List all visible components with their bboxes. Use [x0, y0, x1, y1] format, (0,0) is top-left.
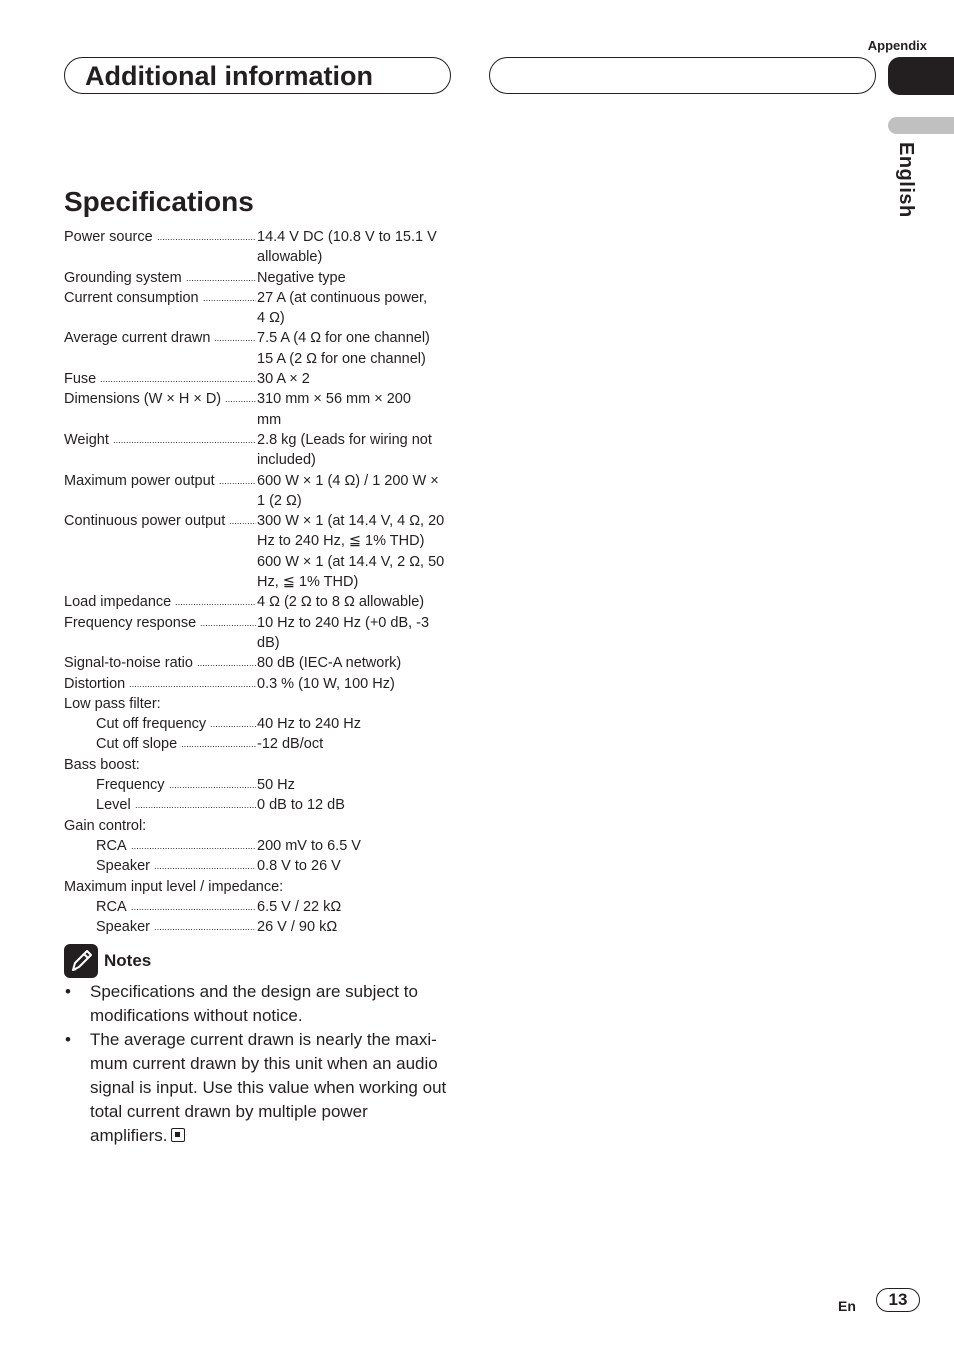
spec-label-text: Cut off slope: [96, 736, 178, 753]
spec-row: [64, 897, 454, 917]
spec-label-text: Continuous power output: [64, 513, 226, 530]
spec-value-line: 200 mV to 6.5 V: [257, 837, 361, 854]
dot-leader: [203, 288, 256, 302]
spec-value: [257, 511, 454, 592]
spec-label: [64, 288, 257, 329]
spec-label: [64, 268, 257, 288]
spec-label: [64, 328, 257, 369]
spec-label: [64, 369, 257, 389]
spec-label: [64, 714, 257, 734]
end-of-section-icon: [171, 1128, 185, 1142]
appendix-label: Appendix: [867, 38, 927, 53]
spec-value-line: 7.5 A (4 Ω for one channel): [257, 330, 430, 347]
spec-value-line: 600 W × 1 (4 Ω) / 1 200 W ×: [257, 472, 439, 489]
spec-value: [257, 471, 454, 512]
spec-label: [64, 471, 257, 512]
notes-list: [64, 980, 449, 1148]
spec-value: [257, 288, 454, 329]
spec-value: [257, 592, 454, 612]
specifications-title: Specifications: [64, 186, 254, 217]
spec-label: [64, 613, 257, 654]
spec-value: [257, 227, 454, 268]
page-number: 13: [876, 1288, 920, 1312]
spec-row: [64, 775, 454, 795]
spec-row: [64, 836, 454, 856]
note-text: Specifications and the design are subject to modifications without notice.: [90, 982, 418, 1025]
notes-title: Notes: [104, 951, 152, 970]
section-tab-marker: [888, 57, 954, 95]
dot-leader: [219, 471, 256, 485]
spec-value-line: 15 A (2 Ω for one channel): [257, 350, 426, 367]
spec-value-line: 300 W × 1 (at 14.4 V, 4 Ω, 20: [257, 513, 445, 530]
spec-row: [64, 288, 454, 329]
dot-leader: [175, 592, 256, 606]
spec-label-text: Fuse: [64, 371, 97, 388]
spec-group-heading: Bass boost:: [64, 756, 140, 773]
spec-value: [257, 389, 454, 430]
spec-label-text: Current consumption: [64, 289, 199, 306]
spec-row: [64, 430, 454, 471]
dot-leader: [181, 734, 256, 748]
language-code: En: [838, 1298, 856, 1314]
dot-leader: [154, 856, 256, 870]
spec-value: [257, 795, 454, 815]
dot-leader: [210, 714, 256, 728]
spec-value: [257, 836, 454, 856]
spec-value-line: allowable): [257, 249, 323, 266]
pencil-icon: [64, 944, 98, 978]
spec-row: [64, 856, 454, 876]
spec-label: [64, 227, 257, 268]
section-header-blank-box: [489, 57, 876, 94]
notes-header: [64, 944, 151, 978]
spec-label-text: Weight: [64, 431, 109, 448]
language-tab-marker: [888, 117, 954, 134]
spec-value-line: 0 dB to 12 dB: [257, 797, 345, 814]
spec-label: [64, 795, 257, 815]
spec-row: [64, 653, 454, 673]
spec-value-line: 14.4 V DC (10.8 V to 15.1 V: [257, 229, 437, 245]
spec-label: [64, 430, 257, 471]
spec-row: [64, 369, 454, 389]
spec-value-line: 1 (2 Ω): [257, 492, 302, 509]
spec-label: [64, 389, 257, 430]
spec-label-text: Dimensions (W × H × D): [64, 391, 222, 408]
dot-leader: [214, 328, 256, 342]
spec-value: [257, 856, 454, 876]
spec-value-line: Hz to 240 Hz, ≦ 1% THD): [257, 533, 425, 550]
spec-value-line: 26 V / 90 kΩ: [257, 919, 338, 936]
dot-leader: [113, 430, 256, 444]
spec-label-text: Frequency: [96, 777, 165, 794]
spec-value-line: 310 mm × 56 mm × 200: [257, 391, 411, 408]
spec-value: [257, 714, 454, 734]
spec-value-line: Negative type: [257, 269, 346, 286]
spec-value-line: 10 Hz to 240 Hz (+0 dB, -3: [257, 614, 430, 631]
dot-leader: [229, 511, 256, 525]
spec-group-heading: Gain control:: [64, 817, 147, 834]
spec-value-line: 30 A × 2: [257, 371, 310, 388]
dot-leader: [135, 795, 256, 809]
spec-label-text: Signal-to-noise ratio: [64, 655, 193, 672]
spec-value: [257, 430, 454, 471]
spec-value-line: mm: [257, 411, 282, 428]
dot-leader: [131, 897, 256, 911]
spec-label: [64, 917, 257, 937]
dot-leader: [157, 227, 256, 241]
spec-value-line: 4 Ω): [257, 310, 285, 327]
dot-leader: [186, 268, 256, 282]
spec-row: [64, 471, 454, 512]
spec-value-line: 80 dB (IEC-A network): [257, 655, 402, 672]
spec-value-line: Hz, ≦ 1% THD): [257, 574, 359, 591]
spec-value: [257, 268, 454, 288]
spec-group-heading: Maximum input level / impedance:: [64, 878, 284, 895]
spec-value: [257, 653, 454, 673]
spec-row: [64, 227, 454, 268]
dot-leader: [197, 653, 256, 667]
spec-label: [64, 856, 257, 876]
dot-leader: [131, 836, 256, 850]
spec-value: [257, 897, 454, 917]
spec-value-line: 600 W × 1 (at 14.4 V, 2 Ω, 50: [257, 553, 445, 570]
spec-value: [257, 613, 454, 654]
language-tab: English: [895, 142, 917, 218]
spec-label-text: Cut off frequency: [96, 716, 207, 733]
spec-row: [64, 714, 454, 734]
spec-value-line: 0.8 V to 26 V: [257, 858, 341, 875]
spec-label: [64, 836, 257, 856]
dot-leader: [200, 613, 256, 627]
spec-value-line: 40 Hz to 240 Hz: [257, 716, 361, 733]
spec-value-line: 0.3 % (10 W, 100 Hz): [257, 675, 395, 692]
spec-group-heading: Low pass filter:: [64, 695, 161, 712]
spec-label-text: Load impedance: [64, 594, 172, 611]
spec-value-line: 6.5 V / 22 kΩ: [257, 898, 342, 915]
spec-label: [64, 897, 257, 917]
spec-label: [64, 734, 257, 754]
specifications-list: [64, 227, 454, 937]
spec-label-text: Level: [96, 797, 131, 814]
spec-label: [64, 674, 257, 694]
spec-row: [64, 268, 454, 288]
spec-value: [257, 369, 454, 389]
spec-value: [257, 734, 454, 754]
dot-leader: [129, 674, 256, 688]
spec-label-text: Grounding system: [64, 269, 182, 286]
spec-value: [257, 674, 454, 694]
spec-value-line: included): [257, 452, 316, 469]
spec-label-text: Distortion: [64, 675, 126, 692]
spec-row: [64, 389, 454, 430]
note-item: [64, 1028, 449, 1148]
spec-label: [64, 511, 257, 592]
spec-label-text: Power source: [64, 229, 153, 245]
note-bullet: •: [65, 1030, 71, 1049]
spec-row: [64, 674, 454, 694]
spec-label-text: RCA: [96, 837, 127, 854]
note-item: [64, 980, 449, 1028]
spec-row: [64, 592, 454, 612]
spec-label-text: Maximum power output: [64, 472, 215, 489]
spec-value-line: 27 A (at continuous power,: [257, 289, 428, 306]
spec-row: [64, 511, 454, 592]
spec-value-line: 2.8 kg (Leads for wiring not: [257, 431, 432, 448]
spec-row: [64, 795, 454, 815]
section-title: Additional information: [85, 61, 373, 91]
dot-leader: [100, 369, 256, 383]
spec-label: [64, 775, 257, 795]
dot-leader: [154, 917, 256, 931]
spec-value-line: 50 Hz: [257, 777, 295, 794]
spec-value: [257, 917, 454, 937]
spec-label-text: Speaker: [96, 919, 151, 936]
spec-value-line: 4 Ω (2 Ω to 8 Ω allowable): [257, 594, 425, 611]
spec-label-text: RCA: [96, 898, 127, 915]
spec-value-line: dB): [257, 634, 280, 651]
spec-row: [64, 734, 454, 754]
spec-label-text: Speaker: [96, 858, 151, 875]
spec-row: [64, 613, 454, 654]
spec-row: [64, 917, 454, 937]
spec-label-text: Frequency response: [64, 614, 197, 631]
spec-value: [257, 775, 454, 795]
spec-label-text: Average current drawn: [64, 330, 211, 347]
dot-leader: [225, 389, 256, 403]
dot-leader: [169, 775, 256, 789]
spec-row: [64, 328, 454, 369]
note-text: The average current drawn is nearly the maxi- mum current drawn by this unit when an audio signal is input. Use this value when working out total current drawn by multiple power amplifiers.: [90, 1030, 447, 1145]
section-header-box: [64, 57, 451, 94]
spec-label: [64, 592, 257, 612]
spec-value-line: -12 dB/oct: [257, 736, 324, 753]
spec-value: [257, 328, 454, 369]
spec-label: [64, 653, 257, 673]
note-bullet: •: [65, 982, 71, 1001]
